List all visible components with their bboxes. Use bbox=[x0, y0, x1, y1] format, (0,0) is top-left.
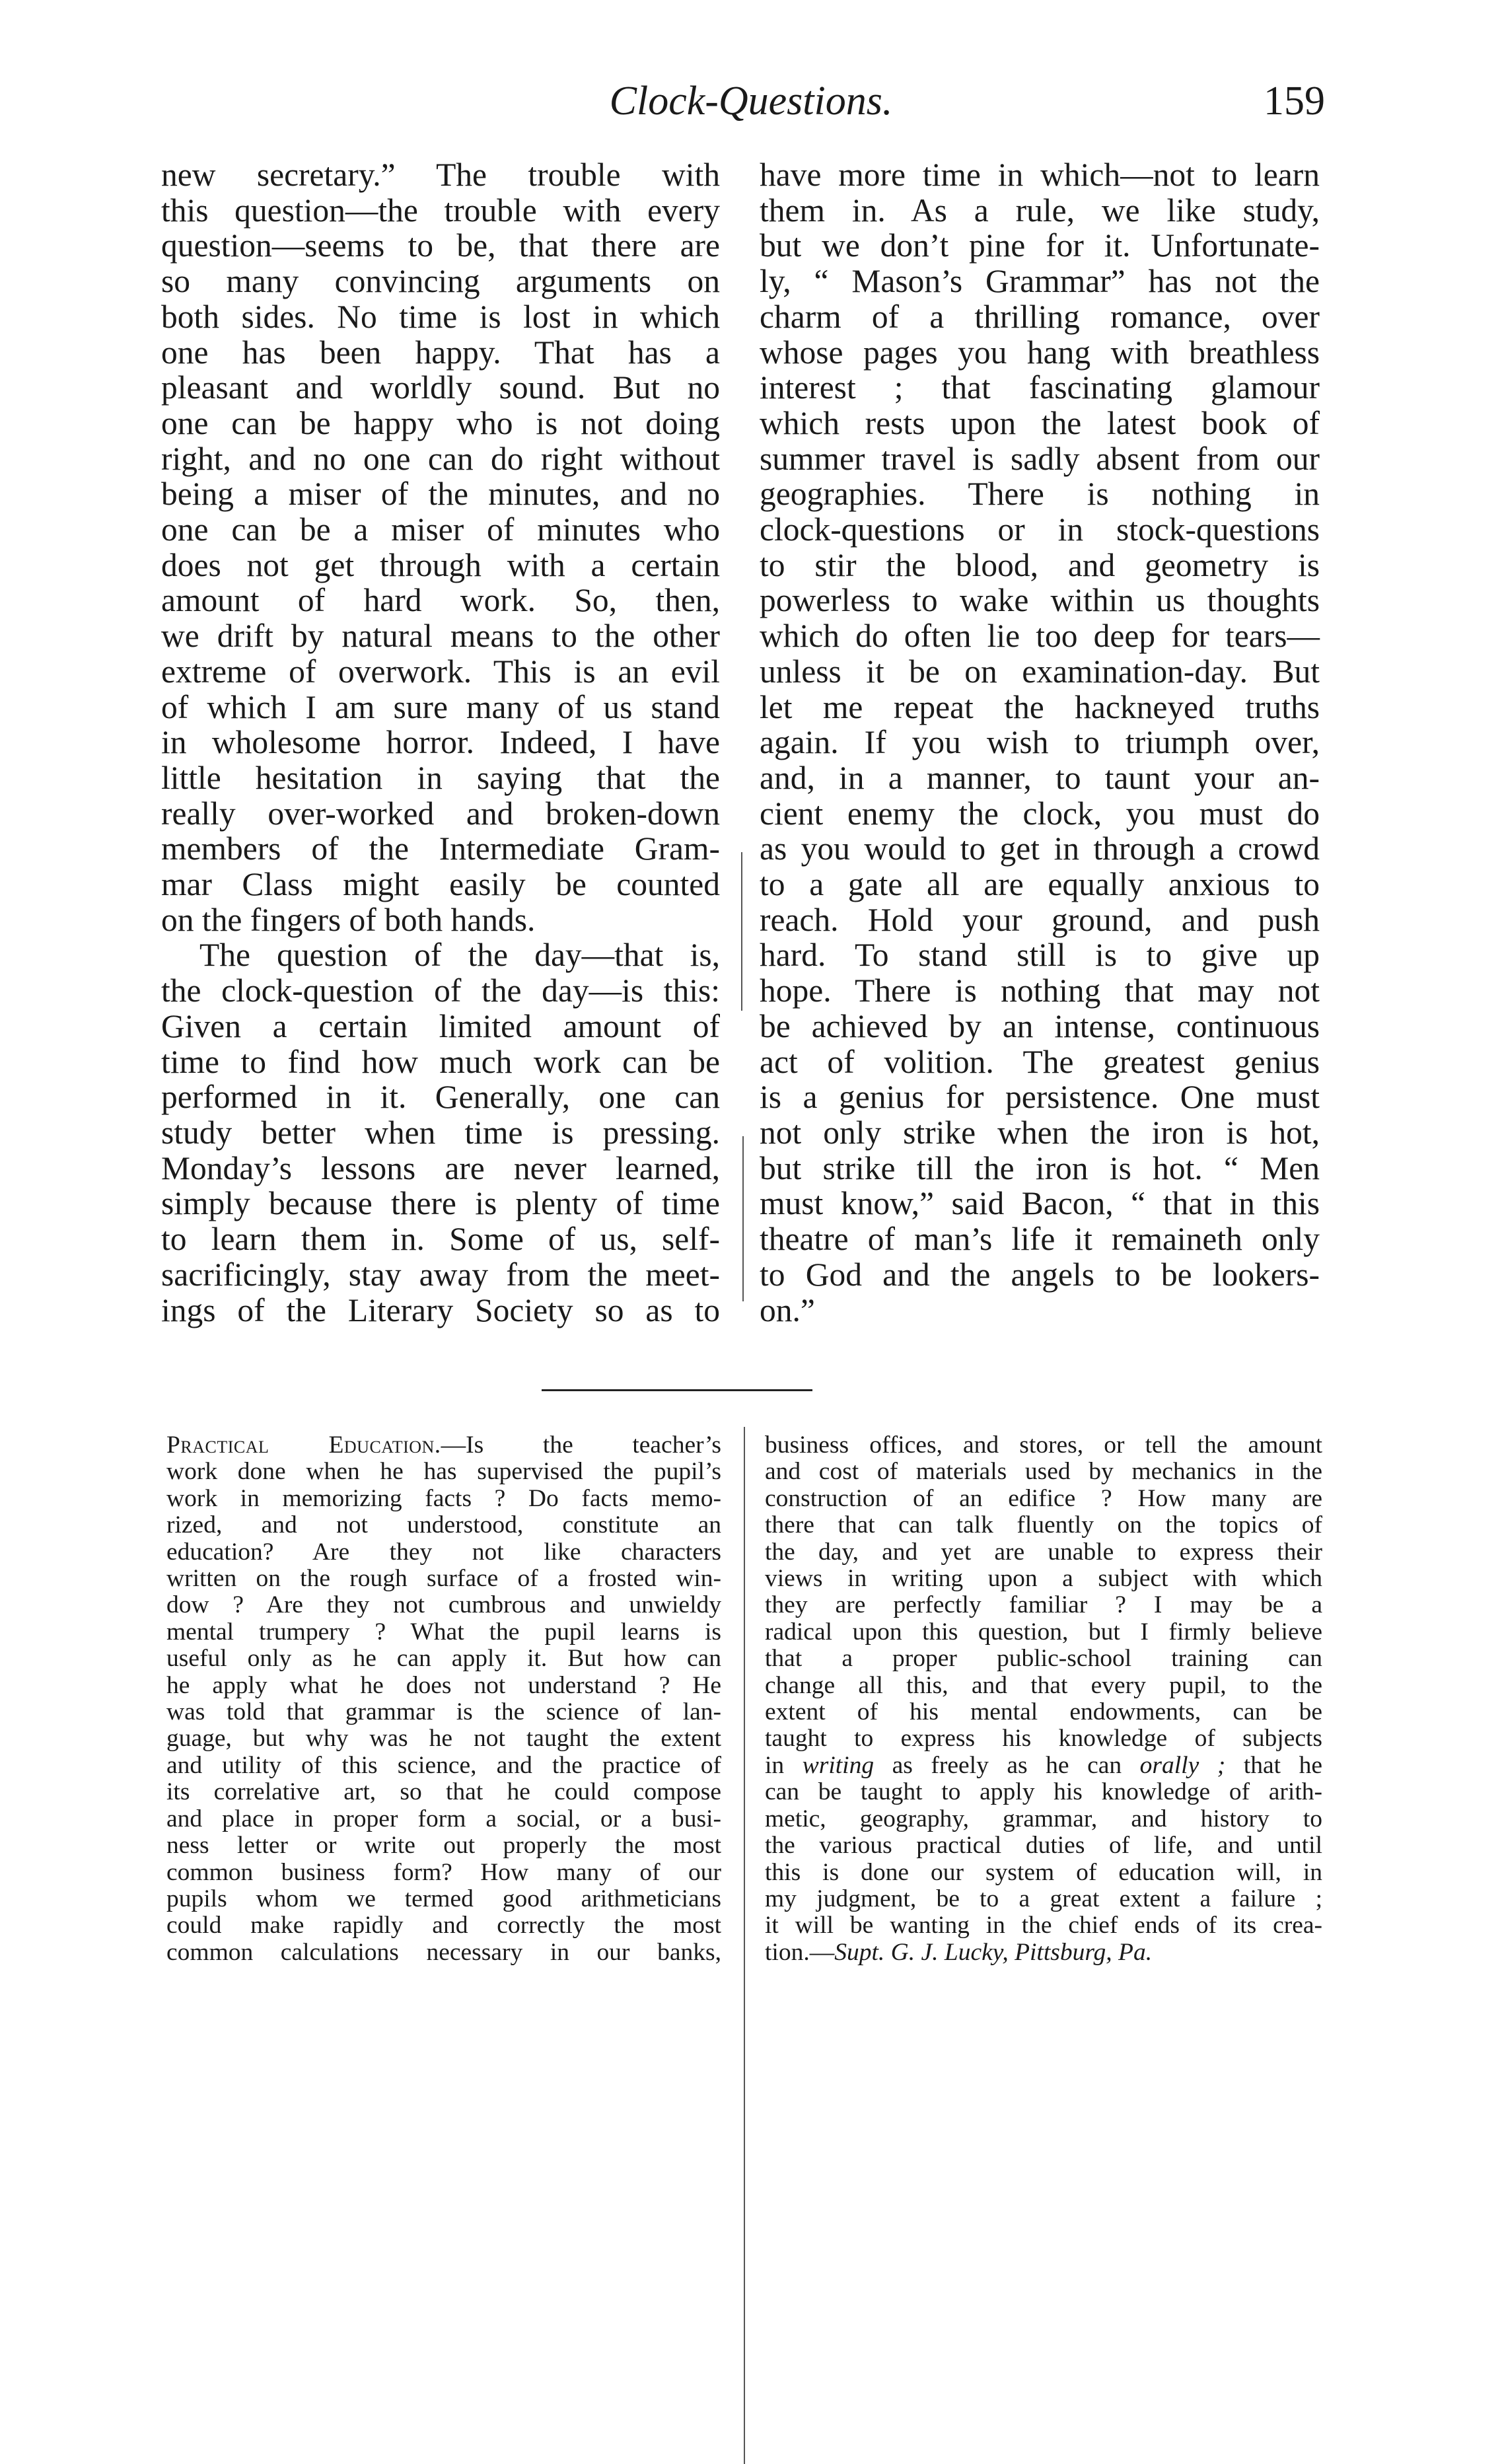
upper-left-line: really over-worked and broken-down bbox=[161, 795, 720, 832]
upper-right-line: them in. As a rule, we like study, bbox=[760, 192, 1320, 229]
lower-left-column bbox=[166, 1432, 721, 1966]
lower-left-line: he apply what he does not understand ? He bbox=[166, 1671, 721, 1699]
upper-right-line: cient enemy the clock, you must do bbox=[760, 795, 1320, 832]
lower-right-line: taught to express his knowledge of subjects bbox=[765, 1725, 1322, 1753]
upper-right-line: be achieved by an intense, continuous bbox=[760, 1007, 1320, 1044]
upper-right-line: but strike till the iron is hot. “ Men bbox=[760, 1149, 1320, 1186]
upper-left-line: study better when time is pressing. bbox=[161, 1114, 720, 1151]
upper-right-line: interest ; that fascinating glamour bbox=[760, 369, 1320, 406]
upper-left-line: we drift by natural means to the other bbox=[161, 618, 720, 655]
upper-right-line: clock-questions or in stock-questions bbox=[760, 511, 1320, 548]
lower-left-line: work in memorizing facts ? Do facts memo- bbox=[166, 1484, 721, 1512]
column-divider-lower bbox=[744, 1427, 745, 2464]
upper-right-line: geographies. There is nothing in bbox=[760, 476, 1320, 513]
lower-right-line: business offices, and stores, or tell the amount bbox=[765, 1431, 1322, 1459]
lower-right-line: views in writing upon a subject with which bbox=[765, 1565, 1322, 1593]
upper-right-line: which do often lie too deep for tears— bbox=[760, 618, 1320, 655]
practical-education-heading: Practical Education. bbox=[166, 1431, 441, 1459]
upper-left-line: members of the Intermediate Gram- bbox=[161, 830, 720, 867]
upper-left-line: pleasant and worldly sound. But no bbox=[161, 369, 720, 406]
emphasis-orally: orally ; bbox=[1139, 1751, 1226, 1779]
upper-left-line: so many convincing arguments on bbox=[161, 263, 720, 300]
upper-left-line: one can be happy who is not doing bbox=[161, 404, 720, 441]
lower-left-line: guage, but why was he not taught the extent bbox=[166, 1725, 721, 1753]
upper-left-line: right, and no one can do right without bbox=[161, 440, 720, 477]
upper-right-line: charm of a thrilling romance, over bbox=[760, 298, 1320, 335]
lower-left-line: and place in proper form a social, or a busi- bbox=[166, 1805, 721, 1832]
lower-left-line: and utility of this science, and the practice of bbox=[166, 1751, 721, 1779]
page-number: 159 bbox=[1264, 79, 1325, 124]
author-signature: Supt. G. J. Lucky, Pittsburg, Pa. bbox=[834, 1938, 1153, 1966]
lower-right-line-italic-writing: in writing as freely as he can orally ; that he bbox=[765, 1751, 1322, 1779]
lower-right-line: the various practical duties of life, and until bbox=[765, 1832, 1322, 1860]
lower-left-line: pupils whom we termed good arithmeticians bbox=[166, 1885, 721, 1912]
upper-left-line: Given a certain limited amount of bbox=[161, 1007, 720, 1044]
upper-right-line: unless it be on examination-day. But bbox=[760, 653, 1320, 690]
upper-right-line: powerless to wake within us thoughts bbox=[760, 582, 1320, 619]
upper-left-line: this question—the trouble with every bbox=[161, 192, 720, 229]
upper-right-line: to stir the blood, and geometry is bbox=[760, 546, 1320, 583]
upper-left-line: performed in it. Generally, one can bbox=[161, 1079, 720, 1116]
upper-right-line: is a genius for persistence. One must bbox=[760, 1079, 1320, 1116]
upper-left-column bbox=[161, 157, 720, 1328]
upper-right-line: theatre of man’s life it remaineth only bbox=[760, 1221, 1320, 1258]
lower-right-line: that a proper public-school training can bbox=[765, 1645, 1322, 1673]
upper-left-line: little hesitation in saying that the bbox=[161, 759, 720, 796]
upper-right-line: reach. Hold your ground, and push bbox=[760, 901, 1320, 938]
upper-right-line: which rests upon the latest book of bbox=[760, 404, 1320, 441]
upper-left-line: new secretary.” The trouble with bbox=[161, 157, 720, 193]
upper-right-line: and, in a manner, to taunt your an- bbox=[760, 759, 1320, 796]
lower-right-line: there that can talk fluently on the topics of bbox=[765, 1511, 1322, 1539]
lower-right-line: and cost of materials used by mechanics in the bbox=[765, 1458, 1322, 1486]
upper-right-line: whose pages you hang with breathless bbox=[760, 334, 1320, 371]
upper-left-line: extreme of overwork. This is an evil bbox=[161, 653, 720, 690]
lower-right-line: radical upon this question, but I firmly believe bbox=[765, 1618, 1322, 1646]
lower-right-column bbox=[765, 1432, 1322, 1966]
upper-left-line: mar Class might easily be counted bbox=[161, 866, 720, 903]
upper-left-line: both sides. No time is lost in which bbox=[161, 298, 720, 335]
lower-left-first-line-rest: —Is the teacher’s bbox=[441, 1431, 721, 1459]
lower-left-line: useful only as he can apply it. But how can bbox=[166, 1645, 721, 1673]
upper-left-line: in wholesome horror. Indeed, I have bbox=[161, 724, 720, 761]
upper-right-line: but we don’t pine for it. Unfortunate- bbox=[760, 227, 1320, 264]
upper-left-line: does not get through with a certain bbox=[161, 546, 720, 583]
upper-left-line: to learn them in. Some of us, self- bbox=[161, 1221, 720, 1258]
lower-left-line: could make rapidly and correctly the most bbox=[166, 1912, 721, 1939]
lower-left-line: dow ? Are they not cumbrous and unwieldy bbox=[166, 1591, 721, 1619]
upper-left-line: question—seems to be, that there are bbox=[161, 227, 720, 264]
lower-left-line: ness letter or write out properly the most bbox=[166, 1832, 721, 1860]
lower-right-line: can be taught to apply his knowledge of arith- bbox=[765, 1778, 1322, 1806]
upper-left-line: one has been happy. That has a bbox=[161, 334, 720, 371]
upper-left-line: amount of hard work. So, then, bbox=[161, 582, 720, 619]
lower-left-line: rized, and not understood, constitute an bbox=[166, 1511, 721, 1539]
lower-left-line: written on the rough surface of a frosted win- bbox=[166, 1565, 721, 1593]
upper-left-line: sacrificingly, stay away from the meet- bbox=[161, 1256, 720, 1293]
upper-right-line: hope. There is nothing that may not bbox=[760, 972, 1320, 1009]
upper-right-line: ly, “ Mason’s Grammar” has not the bbox=[760, 263, 1320, 300]
lower-left-line: mental trumpery ? What the pupil learns is bbox=[166, 1618, 721, 1646]
upper-right-line: to God and the angels to be lookers- bbox=[760, 1256, 1320, 1293]
lower-left-line: common calculations necessary in our banks, bbox=[166, 1938, 721, 1966]
column-divider-upper-lower-part bbox=[742, 1136, 744, 1301]
upper-left-line: one can be a miser of minutes who bbox=[161, 511, 720, 548]
lower-right-line: my judgment, be to a great extent a failure ; bbox=[765, 1885, 1322, 1912]
upper-right-column bbox=[760, 157, 1320, 1328]
upper-right-line: on.” bbox=[760, 1291, 815, 1328]
upper-left-line: ings of the Literary Society so as to bbox=[161, 1291, 720, 1328]
lower-right-line: metic, geography, grammar, and history to bbox=[765, 1805, 1322, 1832]
upper-right-line: to a gate all are equally anxious to bbox=[760, 866, 1320, 903]
upper-left-line: simply because there is plenty of time bbox=[161, 1185, 720, 1222]
upper-left-line: of which I am sure many of us stand bbox=[161, 688, 720, 725]
page-header-title: Clock-Questions. bbox=[609, 79, 893, 124]
upper-right-line: again. If you wish to triumph over, bbox=[760, 724, 1320, 761]
upper-left-line: Monday’s lessons are never learned, bbox=[161, 1149, 720, 1186]
column-divider-upper bbox=[741, 852, 742, 1011]
upper-right-line: not only strike when the iron is hot, bbox=[760, 1114, 1320, 1151]
upper-left-line: The question of the day—that is, bbox=[199, 937, 720, 974]
upper-right-line: let me repeat the hackneyed truths bbox=[760, 688, 1320, 725]
upper-left-line: time to find how much work can be bbox=[161, 1043, 720, 1080]
emphasis-writing: writing bbox=[802, 1751, 875, 1779]
lower-right-line: the day, and yet are unable to express their bbox=[765, 1538, 1322, 1566]
upper-right-line: summer travel is sadly absent from our bbox=[760, 440, 1320, 477]
lower-right-line: it will be wanting in the chief ends of its crea- bbox=[765, 1912, 1322, 1939]
lower-right-line: change all this, and that every pupil, to the bbox=[765, 1671, 1322, 1699]
section-separator-rule bbox=[542, 1389, 812, 1391]
upper-right-line: have more time in which—not to learn bbox=[760, 157, 1320, 193]
signature-line: tion.—Supt. G. J. Lucky, Pittsburg, Pa. bbox=[765, 1938, 1153, 1966]
lower-left-line: education? Are they not like characters bbox=[166, 1538, 721, 1566]
lower-left-line: common business form? How many of our bbox=[166, 1858, 721, 1886]
upper-left-line: on the fingers of both hands. bbox=[161, 901, 536, 938]
lower-right-line: construction of an edifice ? How many are bbox=[765, 1484, 1322, 1512]
lower-left-line: its correlative art, so that he could compose bbox=[166, 1778, 721, 1806]
upper-left-line: being a miser of the minutes, and no bbox=[161, 476, 720, 513]
lower-right-line: they are perfectly familiar ? I may be a bbox=[765, 1591, 1322, 1619]
lower-right-line: extent of his mental endowments, can be bbox=[765, 1698, 1322, 1726]
lower-left-line: was told that grammar is the science of lan- bbox=[166, 1698, 721, 1726]
lower-left-first-line bbox=[166, 1432, 721, 1459]
lower-right-line: this is done our system of education will, in bbox=[765, 1858, 1322, 1886]
upper-right-line: as you would to get in through a crowd bbox=[760, 830, 1320, 867]
upper-right-line: must know,” said Bacon, “ that in this bbox=[760, 1185, 1320, 1222]
upper-left-line: the clock-question of the day—is this: bbox=[161, 972, 720, 1009]
upper-right-line: act of volition. The greatest genius bbox=[760, 1043, 1320, 1080]
upper-right-line: hard. To stand still is to give up bbox=[760, 937, 1320, 974]
lower-left-line: work done when he has supervised the pupil’s bbox=[166, 1458, 721, 1486]
